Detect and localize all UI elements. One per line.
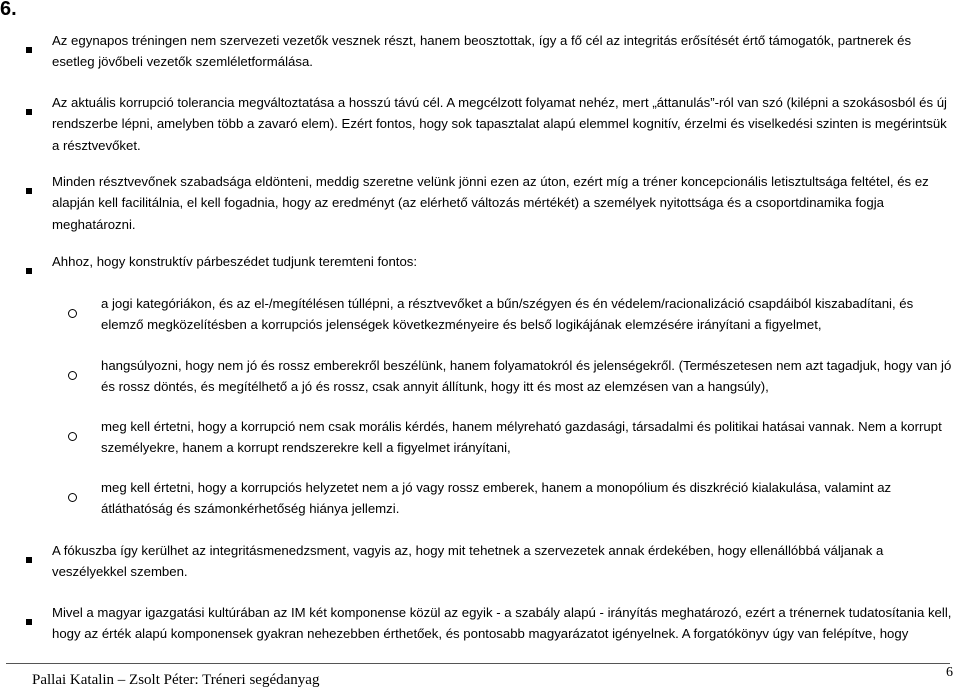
square-bullet-icon	[26, 188, 32, 194]
square-bullet-icon	[26, 47, 32, 53]
footer-text: Pallai Katalin – Zsolt Péter: Tréneri segédanyag	[32, 672, 320, 688]
sub-list-item: meg kell értetni, hogy a korrupciós helyzetet nem a jó vagy rossz emberek, hanem a monopólium és diszkréció kialakulása, valamint az átláthatóság és számonkérhetőség hiánya jellemzi.	[101, 480, 892, 517]
circle-bullet-icon	[68, 371, 77, 380]
sub-list-item: meg kell értetni, hogy a korrupció nem csak morális kérdés, hanem mélyreható gazdasági, társadalmi és politikai hatásai vannak. Nem a korrupt személyekre, hanem a korrupt rendszerekre kell a figyelmet irányítani,	[101, 419, 942, 456]
sub-list-item: hangsúlyozni, hogy nem jó és rossz emberekről beszélünk, hanem folyamatokról és jelenségekről. (Természetesen nem azt tagadjuk, hogy van jó és rossz döntés, és megítélhető a jó és rossz, csak annyit állítunk, hogy itt és most az elemzésen van a hangsúly),	[101, 358, 952, 395]
bullet-paragraph: Az aktuális korrupció tolerancia megváltoztatása a hosszú távú cél. A megcélzott folyamat nehéz, mert „áttanulás”-ról van szó (kilépni a szokásosból és új rendszerbe lépni, amelyben több a zavaró elem). Ezért fontos, hogy sok tapasztalat alapú elemmel kognitív, érzelmi és viselkedési szinten is megérintsük a résztvevőket.	[52, 95, 947, 153]
square-bullet-icon	[26, 109, 32, 115]
circle-bullet-icon	[68, 493, 77, 502]
square-bullet-icon	[26, 557, 32, 563]
bullet-paragraph: A fókuszba így kerülhet az integritásmenedzsment, vagyis az, hogy mit tehetnek a szervezetek annak érdekében, hogy ellenállóbbá váljanak a veszélyekkel szemben.	[52, 543, 884, 580]
square-bullet-icon	[26, 619, 32, 625]
bullet-paragraph: Az egynapos tréningen nem szervezeti vezetők vesznek részt, hanem beosztottak, így a fő cél az integritás erősítését értő támogatók, partnerek és esetleg jövőbeli vezetők szemléletformálása.	[52, 33, 912, 70]
sub-list-item: a jogi kategóriákon, és az el-/megítélésen túllépni, a résztvevőket a bűn/szégyen és én védelem/racionalizáció csapdáiból kiszabadítani, és elemző megközelítésben a korrupciós jelenségek következményeire és belső logikájának elemzésére irányítani a figyelmet,	[101, 296, 914, 333]
bullet-paragraph: Minden résztvevőnek szabadsága eldönteni, meddig szeretne velünk jönni ezen az úton, ezért míg a tréner koncepcionális letisztultsága feltétel, és ez alapján kell facilitálnia, el kell fogadnia, hogy az eredményt (az elérhető változás mértékét) a személyek nyitottsága és a csoportdinamika fogja meghatározni.	[52, 174, 929, 232]
bullet-paragraph: Mivel a magyar igazgatási kultúrában az IM két komponense közül az egyik - a szabály alapú - irányítás meghatározó, ezért a trénernek tudatosítania kell, hogy az érték alapú komponensek gyakran nehezebben érthetőek, és pontosabb magyarázatot igényelnek. A forgatókönyv úgy van felépítve, hogy	[52, 605, 952, 642]
circle-bullet-icon	[68, 432, 77, 441]
square-bullet-icon	[26, 268, 32, 274]
page-number: 6	[946, 665, 953, 680]
section-heading: 6.	[0, 0, 17, 20]
footer-divider	[6, 663, 950, 664]
bullet-paragraph: Ahhoz, hogy konstruktív párbeszédet tudjunk teremteni fontos:	[52, 254, 418, 269]
circle-bullet-icon	[68, 309, 77, 318]
